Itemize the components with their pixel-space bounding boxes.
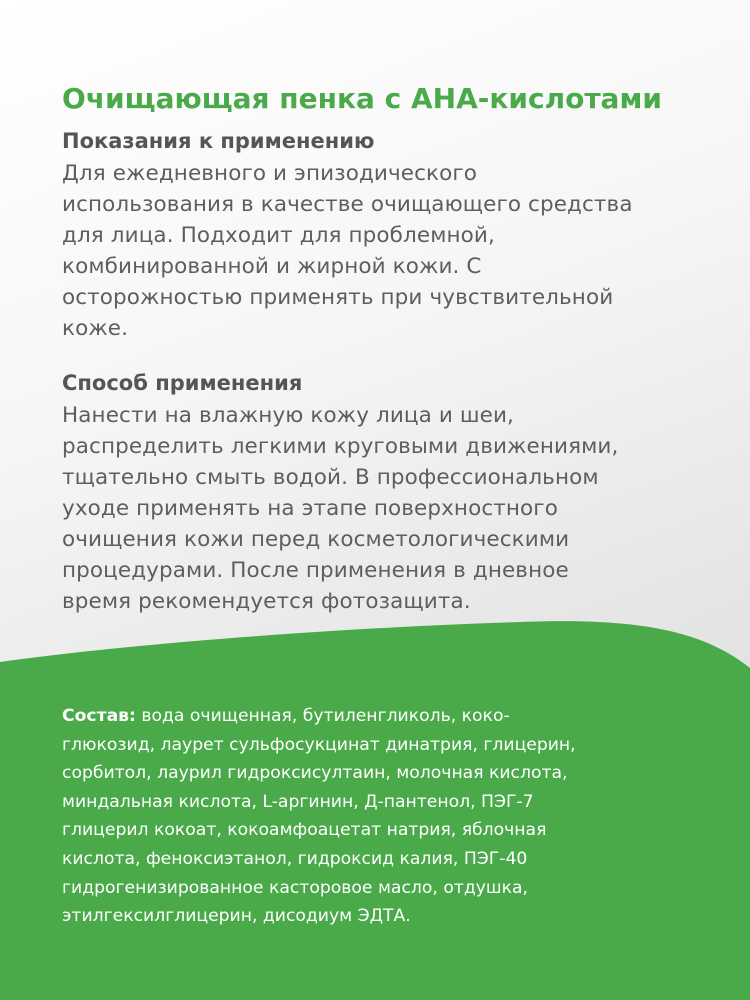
composition-label: Состав: xyxy=(62,706,136,726)
indications-section xyxy=(62,126,712,344)
indications-line: осторожностью применять при чувствительной xyxy=(62,285,614,310)
indications-line: коже. xyxy=(62,316,129,341)
composition-line: глицерил кокоат, кокоамфоацетат натрия, яблочная xyxy=(62,820,547,841)
usage-heading: Способ применения xyxy=(62,371,303,395)
composition-line: гидрогенизированное касторовое масло, отдушка, xyxy=(62,877,529,898)
usage-text xyxy=(62,400,712,617)
description-block xyxy=(62,80,712,617)
usage-line: распределить легкими круговыми движениями, xyxy=(62,434,619,459)
composition-line: сорбитол, лаурил гидроксисултаин, молочная кислота, xyxy=(62,763,568,784)
composition-first-line xyxy=(62,702,722,731)
composition-line: этилгексилглицерин, дисодиум ЭДТА. xyxy=(62,906,411,927)
composition-line: кислота, феноксиэтанол, гидроксид калия, ПЭГ-40 xyxy=(62,848,528,869)
usage-line: тщательно смыть водой. В профессиональном xyxy=(62,465,599,490)
indications-line: использования в качестве очищающего средства xyxy=(62,192,633,217)
usage-section xyxy=(62,368,712,617)
indications-line: Для ежедневного и эпизодического xyxy=(62,161,478,186)
product-title: Очищающая пенка с АНА-кислотами xyxy=(62,82,662,115)
usage-line: уходе применять на этапе поверхностного xyxy=(62,496,558,521)
indications-line: для лица. Подходит для проблемной, xyxy=(62,223,495,248)
usage-line: время рекомендуется фотозащита. xyxy=(62,589,471,614)
composition-block xyxy=(62,702,722,931)
composition-text: вода очищенная, бутиленгликоль, коко- xyxy=(135,706,510,726)
indications-text xyxy=(62,158,712,344)
usage-line: процедурами. После применения в дневное xyxy=(62,558,569,583)
composition-line: миндальная кислота, L-аргинин, Д-пантенол, ПЭГ-7 xyxy=(62,791,534,812)
usage-line: очищения кожи перед косметологическими xyxy=(62,527,570,552)
indications-line: комбинированной и жирной кожи. С xyxy=(62,254,482,279)
composition-line: глюкозид, лаурет сульфосукцинат динатрия, глицерин, xyxy=(62,734,576,755)
usage-line: Нанести на влажную кожу лица и шеи, xyxy=(62,403,514,428)
indications-heading: Показания к применению xyxy=(62,129,375,153)
